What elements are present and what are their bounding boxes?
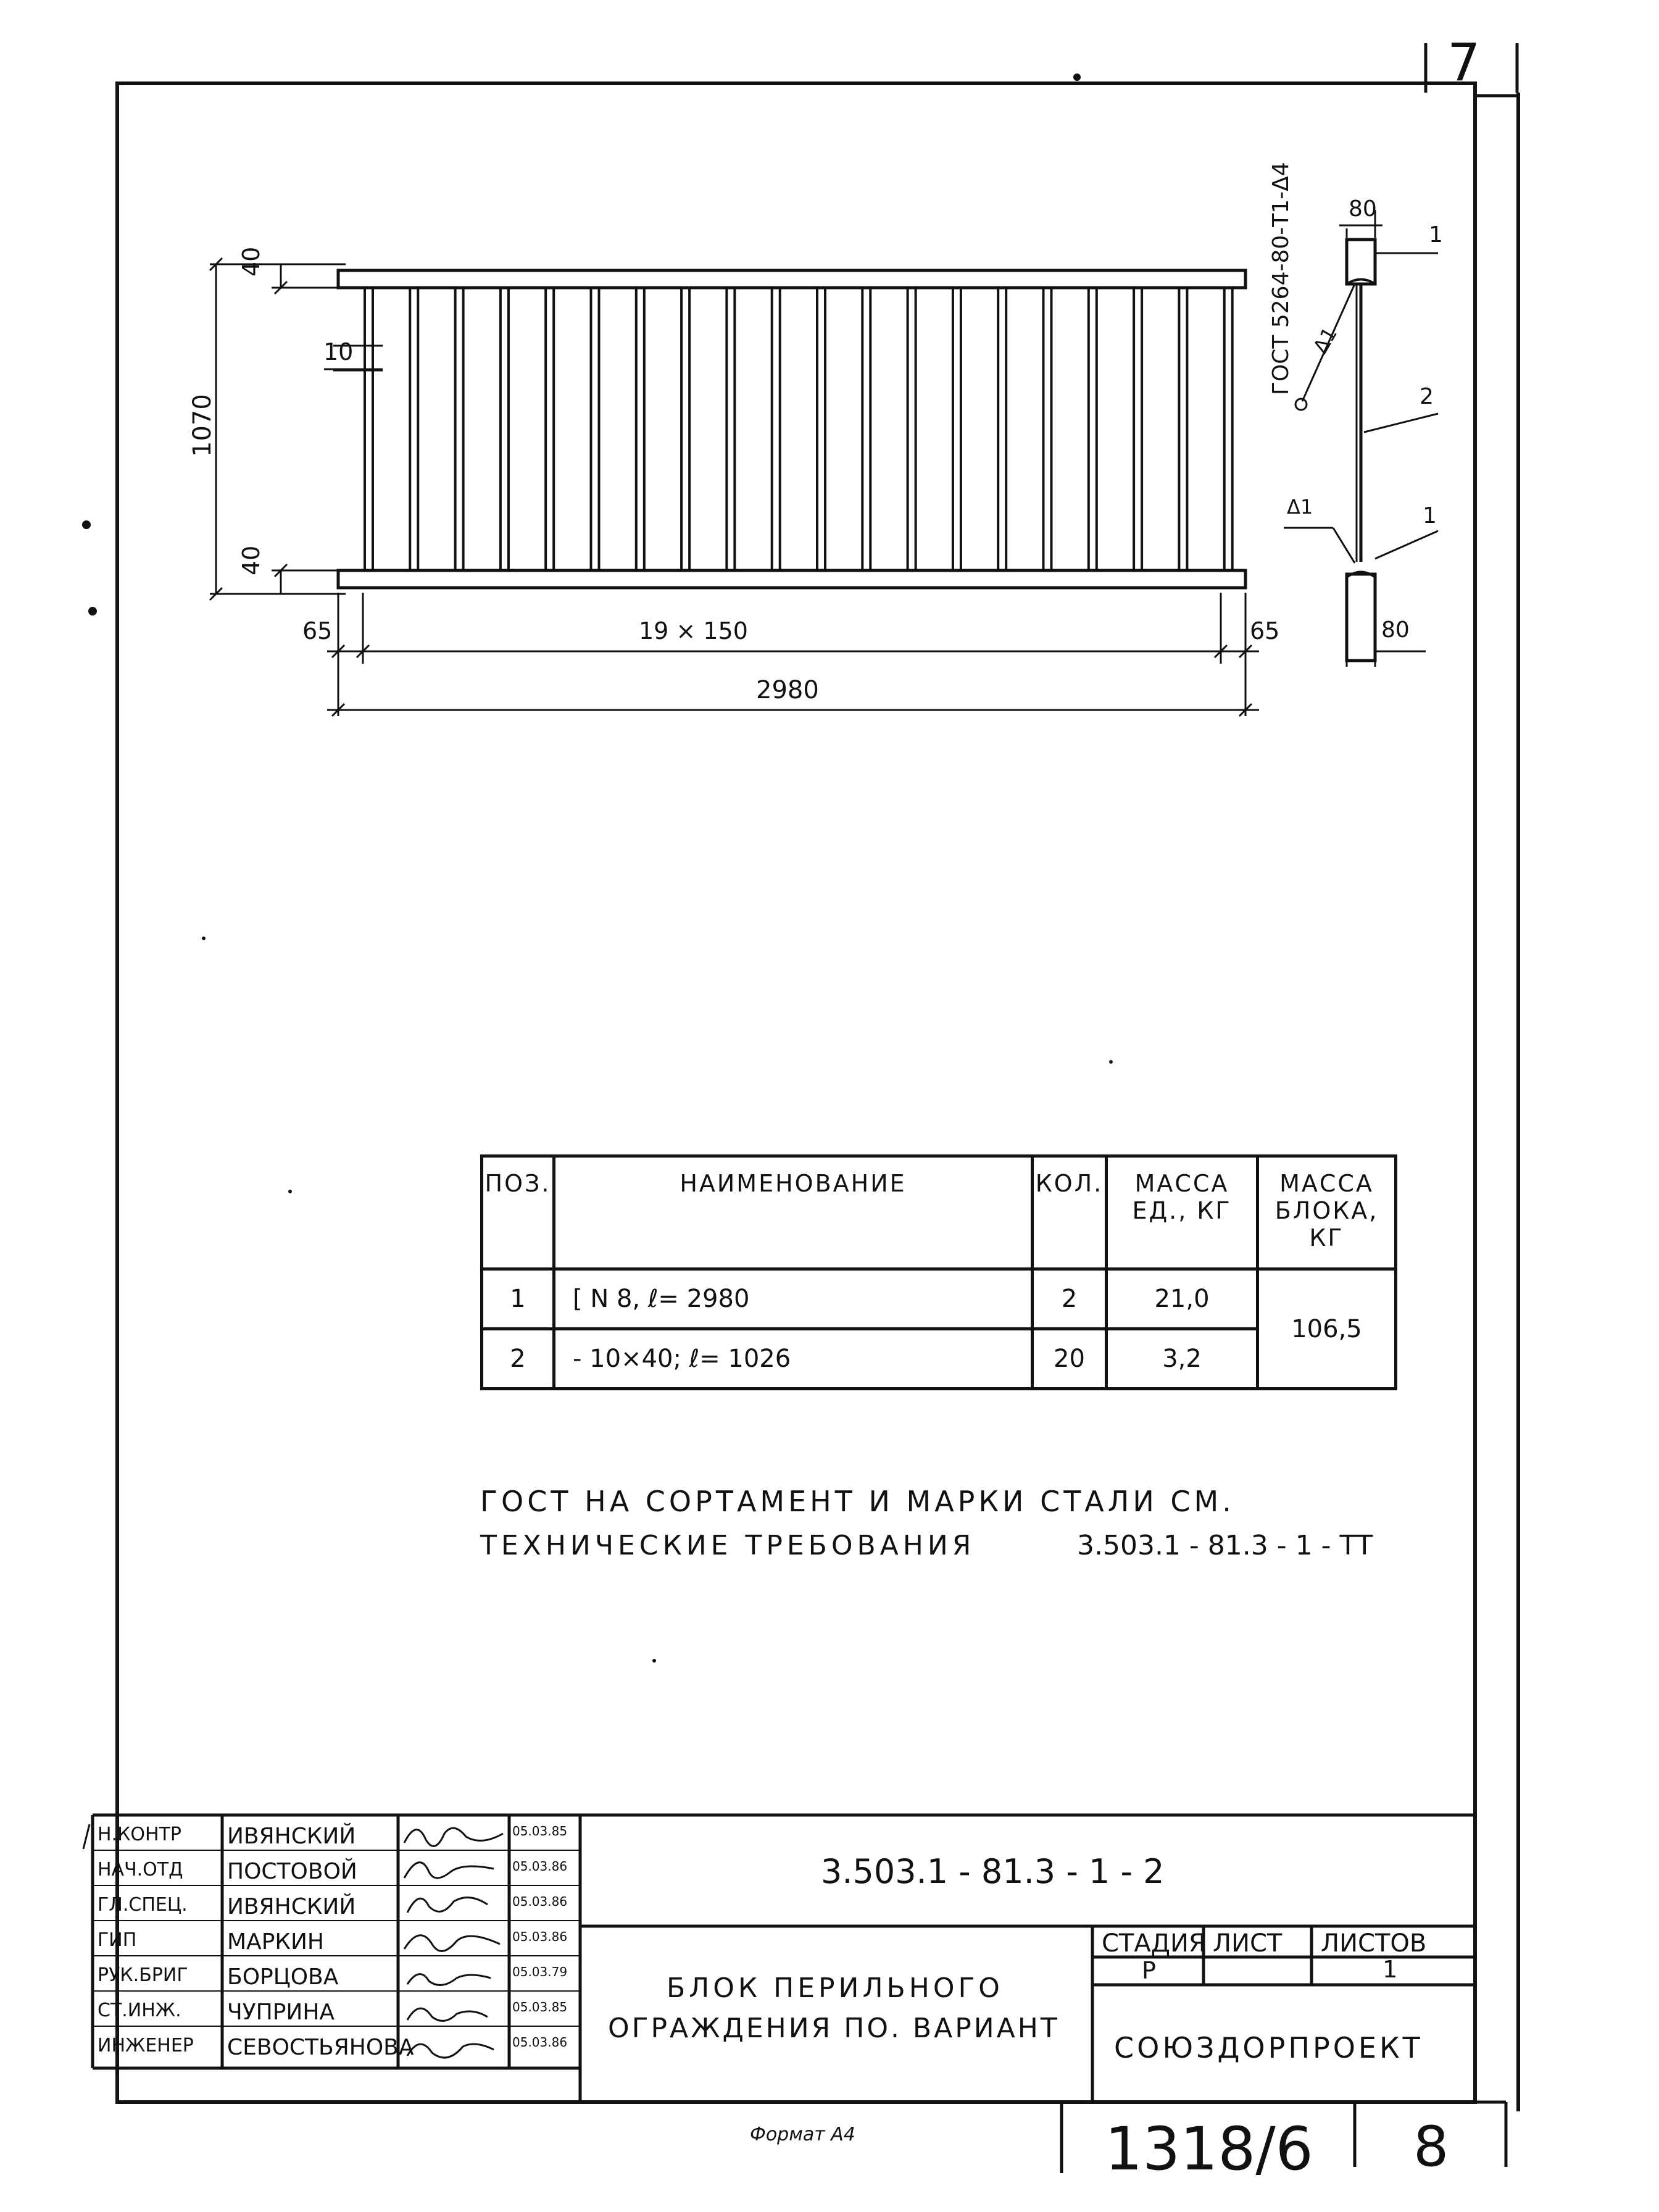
weld-mark-bottom: Δ1 xyxy=(1287,495,1313,519)
railing-bar xyxy=(908,288,916,570)
dim-rail-top: 40 xyxy=(238,246,265,277)
title-line-1: БЛОК ПЕРИЛЬНОГО xyxy=(667,1972,1004,2004)
section-top-channel xyxy=(1347,240,1375,284)
railing-bar xyxy=(546,288,554,570)
sig-role: ИНЖЕНЕР xyxy=(98,2035,194,2056)
sig-name: ЧУПРИНА xyxy=(227,2000,335,2025)
bottom-rail xyxy=(338,570,1245,588)
sig-role: Н.КОНТР xyxy=(98,1824,181,1845)
sig-role: ГИП xyxy=(98,1929,137,1951)
spec-header-mass-block: МАССА БЛОКА, КГ xyxy=(1258,1156,1396,1269)
sig-role: НАЧ.ОТД xyxy=(98,1859,183,1880)
spec-cell-mass: 21,0 xyxy=(1107,1269,1258,1329)
railing-bar xyxy=(1044,288,1052,570)
section-pos2: 2 xyxy=(1420,384,1434,409)
note-line-1: ГОСТ НА СОРТАМЕНТ И МАРКИ СТАЛИ СМ. xyxy=(480,1485,1235,1518)
sig-date: 05.03.85 xyxy=(512,1824,568,1838)
section-pos1-top: 1 xyxy=(1429,222,1443,248)
height-dimensions xyxy=(210,258,383,600)
format-label: Формат А4 xyxy=(750,2124,855,2145)
railing-bar xyxy=(998,288,1006,570)
section-pos1-bottom: 1 xyxy=(1423,503,1437,528)
dim-rail-bottom: 40 xyxy=(238,545,265,575)
archive-number: 1318/6 xyxy=(1105,2114,1313,2184)
sig-name: МАРКИН xyxy=(227,1929,324,1955)
railing-bar xyxy=(501,288,509,570)
sheets-value: 1 xyxy=(1382,1956,1398,1983)
note-line-2-label: ТЕХНИЧЕСКИЕ ТРЕБОВАНИЯ xyxy=(480,1530,976,1561)
stage-label: СТАДИЯ xyxy=(1102,1929,1206,1958)
railing-bar xyxy=(365,288,373,570)
sig-role: ГЛ.СПЕЦ. xyxy=(98,1894,188,1916)
vertical-bars xyxy=(365,288,1233,570)
dim-bars-spacing: 19 × 150 xyxy=(639,617,748,645)
sig-name: ИВЯНСКИЙ xyxy=(227,1894,356,1919)
railing-bar xyxy=(681,288,689,570)
sig-name: СЕВОСТЬЯНОВА xyxy=(227,2035,414,2060)
spec-header-name: НАИМЕНОВАНИЕ xyxy=(554,1156,1033,1269)
sig-date: 05.03.86 xyxy=(512,1859,568,1874)
railing-elevation xyxy=(338,270,1245,588)
sheet-label: ЛИСТ xyxy=(1213,1929,1283,1958)
page-number: 8 xyxy=(1413,2114,1449,2179)
spec-cell-name: [ N 8, ℓ= 2980 xyxy=(554,1269,1033,1329)
title-line-2: ОГРАЖДЕНИЯ ПО. ВАРИАНТ xyxy=(608,2013,1060,2044)
corner-sheet-number: 7 xyxy=(1447,32,1481,93)
weld-mark-top: Δ1 xyxy=(1308,323,1342,357)
railing-bar xyxy=(1089,288,1097,570)
stage-value: Р xyxy=(1142,1957,1156,1984)
dim-end-left: 65 xyxy=(302,617,333,645)
railing-bar xyxy=(591,288,599,570)
section-view xyxy=(1347,240,1375,661)
sig-date: 05.03.85 xyxy=(512,2000,568,2014)
dim-end-right: 65 xyxy=(1250,617,1280,645)
spec-cell-mass: 3,2 xyxy=(1107,1329,1258,1389)
sig-date: 05.03.86 xyxy=(512,1894,568,1909)
sheets-label: ЛИСТОВ xyxy=(1321,1929,1427,1958)
weld-gost-label: ГОСТ 5264-80-Т1-Δ4 xyxy=(1268,162,1294,395)
spec-cell-qty: 20 xyxy=(1033,1329,1107,1389)
railing-bar xyxy=(1134,288,1142,570)
sig-name: БОРЦОВА xyxy=(227,1964,339,1990)
top-rail xyxy=(338,270,1245,288)
dim-height-total: 1070 xyxy=(188,394,217,457)
spec-row xyxy=(482,1269,1396,1329)
spec-cell-pos: 2 xyxy=(482,1329,554,1389)
dim-bar-gap: 10 xyxy=(323,338,354,365)
section-bottom-channel xyxy=(1347,574,1375,661)
spec-cell-qty: 2 xyxy=(1033,1269,1107,1329)
sig-date: 05.03.79 xyxy=(512,1964,568,1979)
spec-header-qty: КОЛ. xyxy=(1033,1156,1107,1269)
railing-bar xyxy=(817,288,825,570)
railing-bar xyxy=(726,288,734,570)
spec-header-mass-unit: МАССА ЕД., КГ xyxy=(1107,1156,1258,1269)
railing-bar xyxy=(1224,288,1233,570)
railing-bar xyxy=(1179,288,1187,570)
sig-name: ИВЯНСКИЙ xyxy=(227,1824,356,1849)
spec-cell-block-mass: 106,5 xyxy=(1258,1269,1396,1389)
sig-role: СТ.ИНЖ. xyxy=(98,2000,181,2021)
scan-specks xyxy=(82,73,1113,1663)
sig-name: ПОСТОВОЙ xyxy=(227,1859,357,1884)
organization: СОЮЗДОРПРОЕКТ xyxy=(1114,2031,1423,2064)
sig-date: 05.03.86 xyxy=(512,2035,568,2050)
railing-bar xyxy=(862,288,870,570)
spec-header-pos: ПОЗ. xyxy=(482,1156,554,1269)
note-line-2-ref: 3.503.1 - 81.3 - 1 - ТТ xyxy=(1077,1530,1373,1561)
railing-bar xyxy=(636,288,644,570)
dim-length-total: 2980 xyxy=(756,676,819,704)
railing-bar xyxy=(953,288,961,570)
spec-cell-name: - 10×40; ℓ= 1026 xyxy=(554,1329,1033,1389)
railing-bar xyxy=(455,288,464,570)
doc-code: 3.503.1 - 81.3 - 1 - 2 xyxy=(821,1852,1165,1891)
sig-role: РУК.БРИГ xyxy=(98,1964,188,1986)
spec-table xyxy=(480,1154,1397,1390)
spec-cell-pos: 1 xyxy=(482,1269,554,1329)
sig-date: 05.03.86 xyxy=(512,1929,568,1944)
section-width-bottom: 80 xyxy=(1381,617,1410,643)
railing-bar xyxy=(410,288,418,570)
section-width-top: 80 xyxy=(1349,196,1377,222)
railing-bar xyxy=(772,288,780,570)
